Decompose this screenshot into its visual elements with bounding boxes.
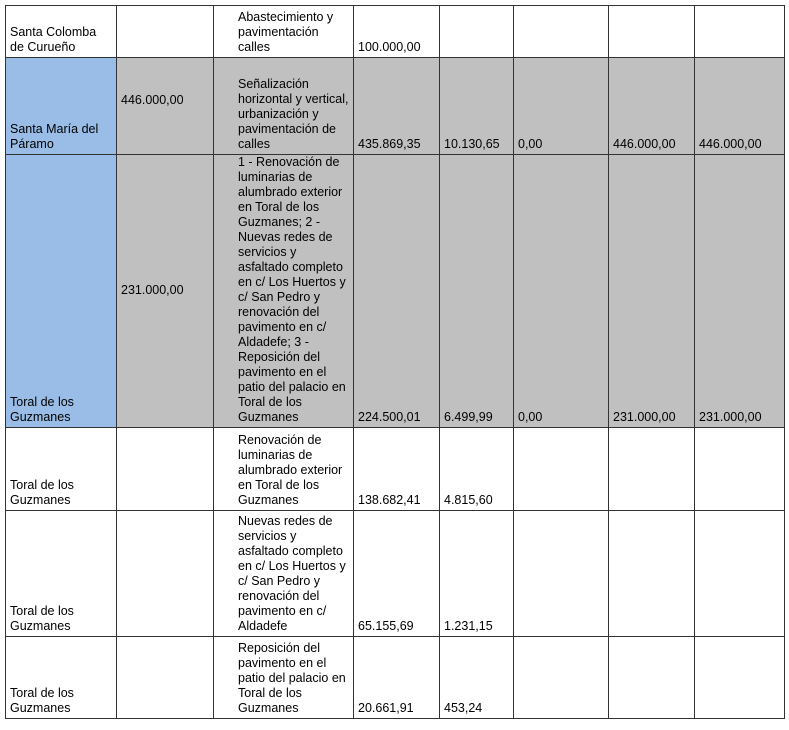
description-cell: Nuevas redes de servicios y asfaltado completo en c/ Los Huertos y c/ San Pedro y renovación del pavimento en c/ Aldadefe bbox=[214, 511, 354, 637]
table-row bbox=[6, 155, 785, 428]
description-cell: Reposición del pavimento en el patio del palacio en Toral de los Guzmanes bbox=[214, 637, 354, 719]
value-cell: 20.661,91 bbox=[354, 637, 440, 719]
table-row bbox=[6, 428, 785, 511]
municipality-cell: Santa María del Páramo bbox=[6, 58, 117, 155]
value-cell: 224.500,01 bbox=[354, 155, 440, 428]
table-row bbox=[6, 6, 785, 58]
amount-cell: 446.000,00 bbox=[117, 58, 214, 155]
value-cell: 4.815,60 bbox=[440, 428, 514, 511]
description-cell: Renovación de luminarias de alumbrado exterior en Toral de los Guzmanes bbox=[214, 428, 354, 511]
amount-cell bbox=[117, 6, 214, 58]
value-cell: 453,24 bbox=[440, 637, 514, 719]
value-cell: 446.000,00 bbox=[695, 58, 785, 155]
value-cell bbox=[514, 428, 609, 511]
amount-cell bbox=[117, 428, 214, 511]
value-cell bbox=[514, 637, 609, 719]
table-sheet bbox=[5, 5, 784, 726]
value-cell bbox=[695, 637, 785, 719]
value-cell bbox=[609, 511, 695, 637]
value-cell bbox=[695, 511, 785, 637]
value-cell: 1.231,15 bbox=[440, 511, 514, 637]
municipality-cell: Toral de los Guzmanes bbox=[6, 511, 117, 637]
value-cell: 0,00 bbox=[514, 155, 609, 428]
value-cell bbox=[609, 428, 695, 511]
value-cell bbox=[609, 637, 695, 719]
value-cell bbox=[609, 6, 695, 58]
municipality-cell: Toral de los Guzmanes bbox=[6, 155, 117, 428]
description-cell: Abastecimiento y pavimentación calles bbox=[214, 6, 354, 58]
table-row bbox=[6, 58, 785, 155]
value-cell: 231.000,00 bbox=[695, 155, 785, 428]
value-cell: 0,00 bbox=[514, 58, 609, 155]
value-cell: 65.155,69 bbox=[354, 511, 440, 637]
value-cell: 435.869,35 bbox=[354, 58, 440, 155]
amount-cell bbox=[117, 511, 214, 637]
municipality-cell: Toral de los Guzmanes bbox=[6, 637, 117, 719]
value-cell bbox=[440, 6, 514, 58]
value-cell: 10.130,65 bbox=[440, 58, 514, 155]
municipality-cell: Toral de los Guzmanes bbox=[6, 428, 117, 511]
table-row bbox=[6, 637, 785, 719]
subsidy-table bbox=[5, 5, 785, 719]
municipality-cell: Santa Colomba de Curueño bbox=[6, 6, 117, 58]
amount-cell: 231.000,00 bbox=[117, 155, 214, 428]
value-cell bbox=[695, 6, 785, 58]
value-cell bbox=[514, 6, 609, 58]
value-cell: 138.682,41 bbox=[354, 428, 440, 511]
amount-cell bbox=[117, 637, 214, 719]
value-cell: 446.000,00 bbox=[609, 58, 695, 155]
table-row bbox=[6, 511, 785, 637]
value-cell: 100.000,00 bbox=[354, 6, 440, 58]
value-cell bbox=[695, 428, 785, 511]
value-cell bbox=[514, 511, 609, 637]
description-cell: Señalización horizontal y vertical, urbanización y pavimentación de calles bbox=[214, 58, 354, 155]
description-cell: 1 - Renovación de luminarias de alumbrado exterior en Toral de los Guzmanes; 2 - Nuevas redes de servicios y asfaltado completo en c/ Los Huertos y c/ San Pedro y renovación del pavimento en c/ Aldadefe; 3 - Reposición del pavimento en el patio del palacio en Toral de los Guzmanes bbox=[214, 155, 354, 428]
value-cell: 231.000,00 bbox=[609, 155, 695, 428]
value-cell: 6.499,99 bbox=[440, 155, 514, 428]
